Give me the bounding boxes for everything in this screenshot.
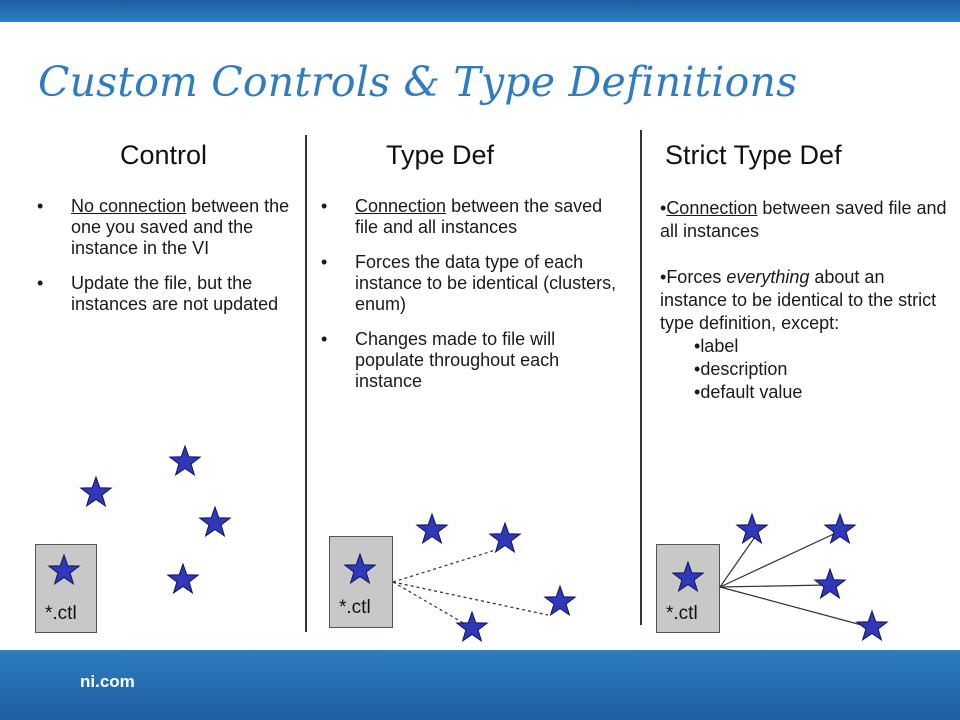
slide-title: Custom Controls & Type Definitions [38, 58, 798, 106]
connector-line [720, 534, 757, 587]
heading-type-def: Type Def [386, 140, 495, 170]
ctl-label-strict: *.ctl [666, 603, 698, 624]
star-icon [545, 586, 575, 615]
star-icon [168, 564, 198, 593]
footer-bar [0, 650, 960, 720]
bullet-text: between the one you saved and the instance in the VI [71, 196, 290, 258]
bullet-text: between the saved file and all instances [355, 196, 603, 237]
star-icon [815, 569, 845, 598]
bullet-text: Changes made to file will populate throughout each instance [355, 329, 560, 391]
list-item: •description [694, 359, 788, 379]
heading-control: Control [120, 140, 208, 170]
strict-underlined-text: Connection [666, 198, 758, 218]
connector-line [393, 582, 472, 628]
list-item: •default value [694, 382, 803, 402]
ctl-label-control: *.ctl [45, 603, 77, 624]
connector-line [720, 585, 827, 587]
strict-connectors [720, 532, 869, 627]
star-icon [673, 562, 703, 591]
star-icon [200, 507, 230, 536]
star-icon [737, 514, 767, 543]
strict-text: about an instance to be identical to the strict type definition, except: [660, 267, 937, 333]
strict-text: between saved file and all instances [660, 198, 947, 241]
star-icon [490, 523, 520, 552]
strict-emphasis: everything [726, 267, 810, 287]
bullet-text: Update the file, but the instances are not updated [71, 273, 279, 314]
connector-line [720, 587, 869, 627]
ctl-label-typedef: *.ctl [339, 597, 371, 618]
heading-strict-type-def: Strict Type Def [665, 140, 842, 170]
strict-paragraph-2: •Forces everything about an instance to be identical to the strict type definition, except: [660, 267, 937, 333]
list-item: •label [694, 336, 739, 356]
exception-label: label [700, 336, 739, 356]
bullet-text: Forces the data type of each instance to be identical (clusters, enum) [355, 252, 617, 314]
connector-line [720, 532, 838, 587]
footer-site-link: ni.com [80, 672, 135, 691]
star-icon [345, 554, 375, 583]
connector-line [393, 582, 548, 615]
exception-description: description [700, 359, 788, 379]
bullet-underlined-text: No connection [71, 196, 187, 216]
strict-text: Forces [666, 267, 727, 287]
bullet-underlined-text: Connection [355, 196, 447, 216]
star-icon [825, 514, 855, 543]
star-icon [49, 555, 79, 584]
star-icon [81, 477, 111, 506]
connector-line [393, 548, 502, 582]
strict-paragraph-1: •Connection between saved file and all instances [660, 198, 947, 241]
star-icon [857, 611, 887, 640]
star-icon [457, 612, 487, 641]
star-icon [170, 446, 200, 475]
exception-default-value: default value [700, 382, 803, 402]
star-icon [417, 514, 447, 543]
